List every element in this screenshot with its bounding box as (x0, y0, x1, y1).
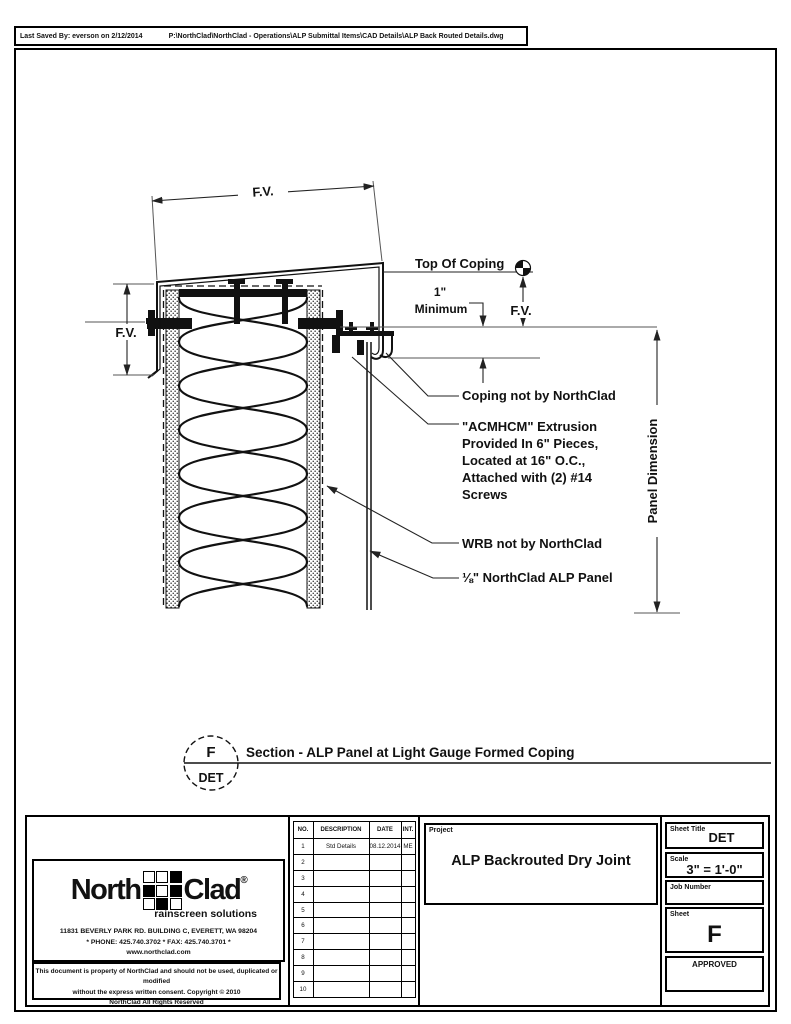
alp-panel (367, 342, 371, 610)
logo-text-clad: Clad® (183, 874, 247, 906)
revision-row: 6 (293, 918, 415, 934)
logo-tagline: rainscreen solutions (154, 908, 257, 920)
scale-box (665, 852, 764, 878)
file-path-text: P:\NorthClad\NorthClad - Operations\ALP Submittal Items\CAD Details\ALP Back Routed Details.dwg (168, 32, 504, 40)
job-number-box (665, 880, 764, 905)
registered-mark: ® (240, 875, 247, 886)
revision-row: 5 (293, 902, 415, 918)
copyright-notice: This document is property of NorthClad and should not be used, duplicated or modified without the express written consent. Copyright © 2010 NorthClad All Rights Reserved (32, 962, 281, 1000)
project-label: Project (429, 827, 453, 834)
rev-header-no: NO. (293, 822, 313, 839)
project-cell (420, 817, 662, 1005)
sheet-info-cell (662, 817, 768, 1005)
address-line-3: www.northclad.com (126, 949, 191, 957)
min-dim-label-2: Minimum (414, 302, 468, 316)
sheet-label: Sheet (670, 911, 690, 918)
revision-row: 1 Std Details 08.12.2014 ME (293, 839, 415, 855)
sheet-box (665, 907, 764, 953)
revision-row: 2 (293, 854, 415, 870)
section-title: Section - ALP Panel at Light Gauge Formed Coping (246, 745, 575, 760)
leader-coping (386, 353, 459, 396)
revision-row: 4 (293, 886, 415, 902)
panel-dimension-label: Panel Dimension (645, 418, 660, 524)
logo-text-north: North (70, 874, 141, 906)
job-number-label: Job Number (670, 884, 711, 891)
rev-header-description: DESCRIPTION (313, 822, 369, 839)
sheet-title-box (665, 822, 764, 849)
address-line-2: * PHONE: 425.740.3702 * FAX: 425.740.3701 * (86, 938, 231, 946)
scale-label: Scale (670, 856, 689, 863)
callout-extrusion-line4: Attached with (2) #14 (462, 470, 593, 485)
title-block (25, 815, 770, 1007)
min-dim-label-1: 1" (433, 285, 447, 299)
sheathing-left (166, 290, 179, 608)
rev-header-int: INT. (401, 822, 415, 839)
address-line-1: 11831 BEVERLY PARK RD. BUILDING C, EVERETT, WA 98204 (59, 928, 258, 935)
revision-row: 9 (293, 966, 415, 982)
callout-coping: Coping not by NorthClad (462, 388, 616, 403)
callout-extrusion-line3: Located at 16" O.C., (462, 453, 586, 468)
top-of-coping-label: Top Of Coping (415, 256, 505, 271)
batt-insulation-curve-b (179, 298, 307, 606)
dim-min-upper (469, 303, 483, 326)
wall-assembly (146, 279, 343, 608)
section-marker (184, 736, 771, 790)
leader-extrusion (352, 357, 459, 424)
leader-panel (370, 551, 459, 578)
callout-extrusion-line2: Provided In 6" Pieces, (462, 436, 599, 451)
revision-row: 3 (293, 870, 415, 886)
sheathing-right (307, 290, 320, 608)
callout-wrb: WRB not by NorthClad (462, 536, 603, 551)
sheet-value: F (707, 921, 722, 948)
title-block-logo-cell (27, 817, 290, 1005)
northclad-logo-box (32, 859, 285, 962)
dim-right-fv-label: F.V. (510, 303, 532, 318)
revision-row: 10 (293, 982, 415, 998)
sheet-title-label: Sheet Title (670, 826, 706, 833)
northclad-logo-grid-icon (143, 871, 182, 910)
revision-row: 8 (293, 950, 415, 966)
project-name: ALP Backrouted Dry Joint (451, 853, 631, 869)
revision-table-cell (290, 817, 420, 1005)
company-address (34, 927, 283, 959)
approved-label: APPROVED (692, 960, 737, 969)
leader-lines (327, 353, 459, 578)
scale-value: 3" = 1'-0" (686, 862, 743, 877)
sheet-title-value: DET (708, 830, 735, 845)
callout-panel: ⅛" NorthClad ALP Panel (462, 570, 613, 585)
approved-box (665, 956, 764, 992)
northclad-logo (34, 871, 283, 910)
callout-extrusion-line5: Screws (462, 487, 508, 502)
leader-wrb (327, 486, 459, 543)
dim-top-fv-label: F.V. (251, 183, 275, 200)
section-marker-det: DET (198, 771, 224, 785)
project-box (424, 823, 658, 905)
revision-row: 7 (293, 934, 415, 950)
rev-header-date: DATE (369, 822, 401, 839)
last-saved-text: Last Saved By: everson on 2/12/2014 (20, 32, 143, 40)
callout-extrusion-line1: "ACMHCM" Extrusion (462, 419, 598, 434)
revision-table (293, 821, 416, 998)
dim-left-fv-label: F.V. (115, 325, 137, 340)
datum-target-icon (516, 261, 531, 276)
section-marker-letter: F (206, 744, 216, 761)
